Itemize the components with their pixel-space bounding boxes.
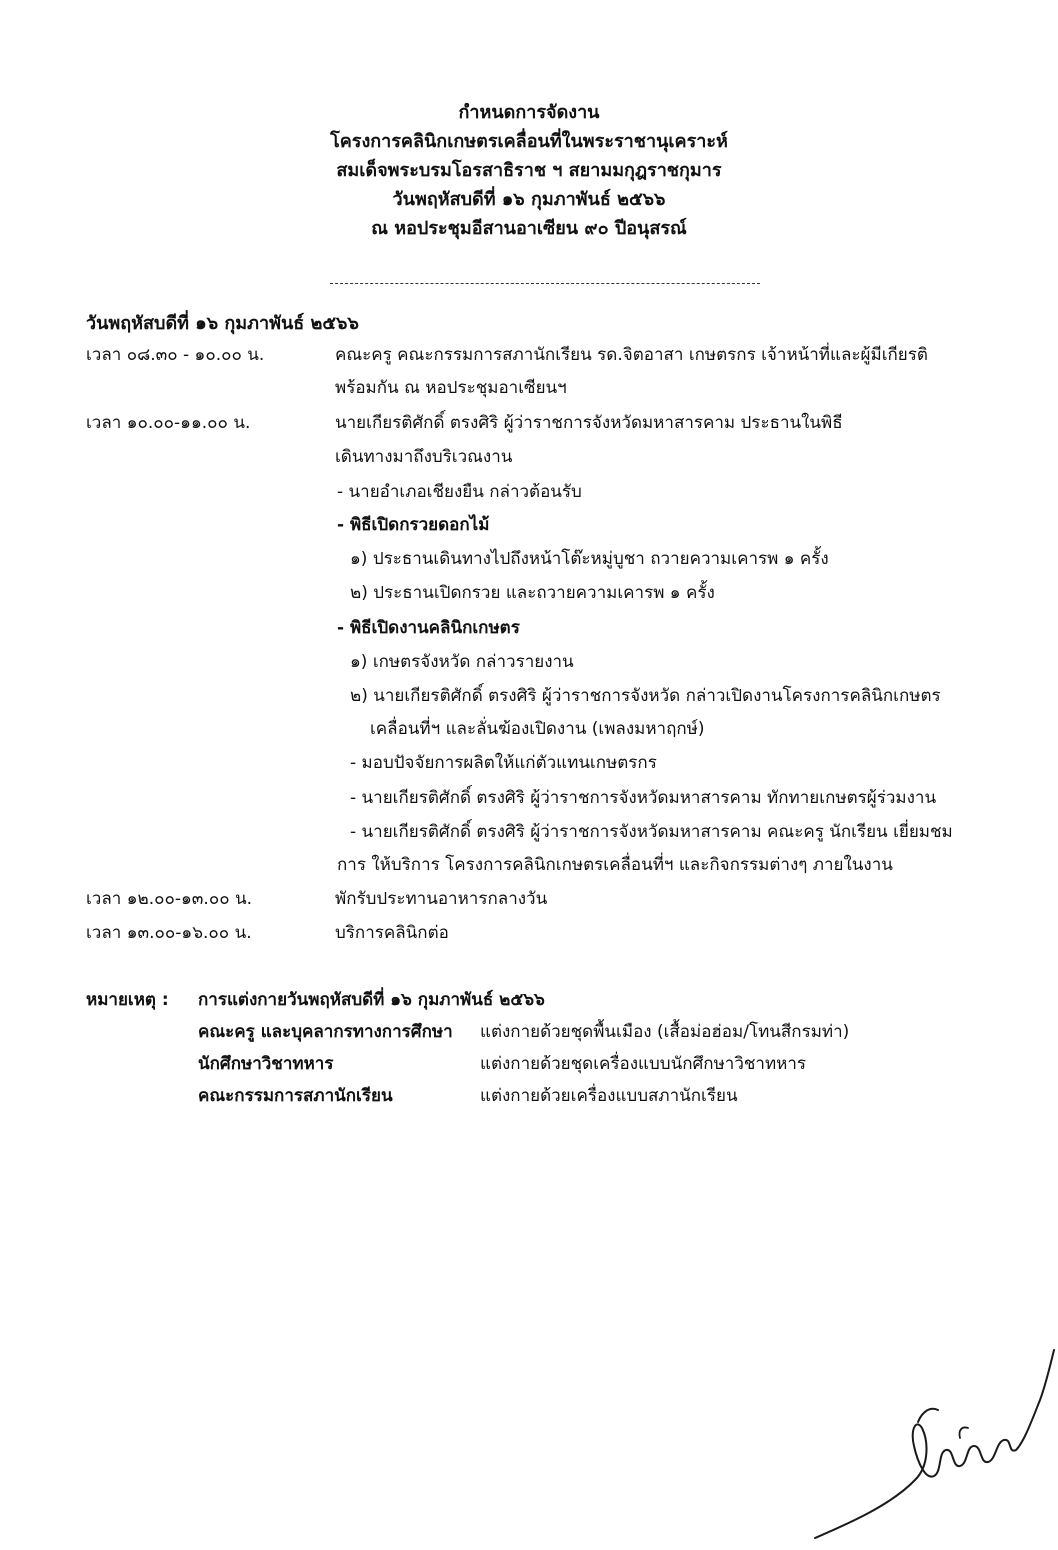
note-dress: แต่งกายด้วยเครื่องแบบสภานักเรียน: [480, 1086, 738, 1106]
header-venue: ณ หอประชุมอีสานอาเซียน ๙๐ ปีอนุสรณ์: [371, 218, 687, 239]
schedule-line: - นายเกียรติศักดิ์ ตรงศิริ ผู้ว่าราชการจังหวัดมหาสารคาม คณะครู นักเรียน เยี่ยมชม: [350, 822, 953, 842]
schedule-line: - มอบปัจจัยการผลิตให้แก่ตัวแทนเกษตรกร: [350, 753, 657, 773]
note-label: หมายเหตุ :: [86, 990, 169, 1010]
schedule-line: พักรับประทานอาหารกลางวัน: [335, 889, 548, 909]
schedule-subheading: - พิธีเปิดกรวยดอกไม้: [337, 515, 490, 535]
schedule-line: เดินทางมาถึงบริเวณงาน: [335, 447, 513, 467]
schedule-subheading: - พิธีเปิดงานคลินิกเกษตร: [337, 618, 520, 638]
schedule-line: นายเกียรติศักดิ์ ตรงศิริ ผู้ว่าราชการจังหวัดมหาสารคาม ประธานในพิธี: [335, 413, 843, 433]
schedule-line: การ ให้บริการ โครงการคลินิกเกษตรเคลื่อนที่ฯ และกิจกรรมต่างๆ ภายในงาน: [337, 855, 893, 875]
dashed-divider: [330, 283, 760, 284]
note-group: คณะกรรมการสภานักเรียน: [198, 1086, 393, 1106]
header-title: กำหนดการจัดงาน: [458, 102, 600, 123]
schedule-line: บริการคลินิกต่อ: [335, 923, 449, 943]
header-honoree: สมเด็จพระบรมโอรสาธิราช ฯ สยามมกุฎราชกุมาร: [336, 160, 722, 181]
schedule-time: เวลา ๑๓.๐๐-๑๖.๐๐ น.: [86, 923, 252, 943]
note-dress: แต่งกายด้วยชุดพื้นเมือง (เสื้อม่อฮ่อม/โทนสีกรมท่า): [480, 1022, 850, 1042]
note-dress: แต่งกายด้วยชุดเครื่องแบบนักศึกษาวิชาทหาร: [480, 1054, 807, 1074]
schedule-line: ๒) นายเกียรติศักดิ์ ตรงศิริ ผู้ว่าราชการจังหวัด กล่าวเปิดงานโครงการคลินิกเกษตร: [350, 686, 941, 706]
signature-icon: [810, 1330, 1058, 1550]
schedule-line: ๒) ประธานเปิดกรวย และถวายความเคารพ ๑ ครั้ง: [350, 583, 715, 603]
note-group: นักศึกษาวิชาทหาร: [198, 1054, 334, 1074]
header-project: โครงการคลินิกเกษตรเคลื่อนที่ในพระราชานุเคราะห์: [330, 131, 728, 152]
document-header: [0, 98, 1058, 243]
schedule-line: คณะครู คณะกรรมการสภานักเรียน รด.จิตอาสา เกษตรกร เจ้าหน้าที่และผู้มีเกียรติ: [335, 345, 928, 365]
note-title: การแต่งกายวันพฤหัสบดีที่ ๑๖ กุมภาพันธ์ ๒๕๖๖: [198, 990, 545, 1010]
schedule-line: - นายอำเภอเชียงยืน กล่าวต้อนรับ: [337, 482, 582, 502]
schedule-line: - นายเกียรติศักดิ์ ตรงศิริ ผู้ว่าราชการจังหวัดมหาสารคาม ทักทายเกษตรผู้ร่วมงาน: [350, 788, 937, 808]
schedule-line: ๑) เกษตรจังหวัด กล่าวรายงาน: [350, 652, 574, 672]
note-group: คณะครู และบุคลากรทางการศึกษา: [198, 1022, 453, 1042]
schedule-time: เวลา ๐๘.๓๐ - ๑๐.๐๐ น.: [86, 345, 265, 365]
schedule-time: เวลา ๑๐.๐๐-๑๑.๐๐ น.: [86, 413, 251, 433]
schedule-line: ๑) ประธานเดินทางไปถึงหน้าโต๊ะหมู่บูชา ถวายความเคารพ ๑ ครั้ง: [350, 549, 829, 569]
schedule-time: เวลา ๑๒.๐๐-๑๓.๐๐ น.: [86, 889, 253, 909]
day-title: วันพฤหัสบดีที่ ๑๖ กุมภาพันธ์ ๒๕๖๖: [86, 313, 359, 334]
header-date: วันพฤหัสบดีที่ ๑๖ กุมภาพันธ์ ๒๕๖๖: [392, 189, 666, 210]
schedule-line: เคลื่อนที่ฯ และลั่นฆ้องเปิดงาน (เพลงมหาฤกษ์): [370, 719, 705, 739]
schedule-line: พร้อมกัน ณ หอประชุมอาเซียนฯ: [335, 378, 567, 398]
